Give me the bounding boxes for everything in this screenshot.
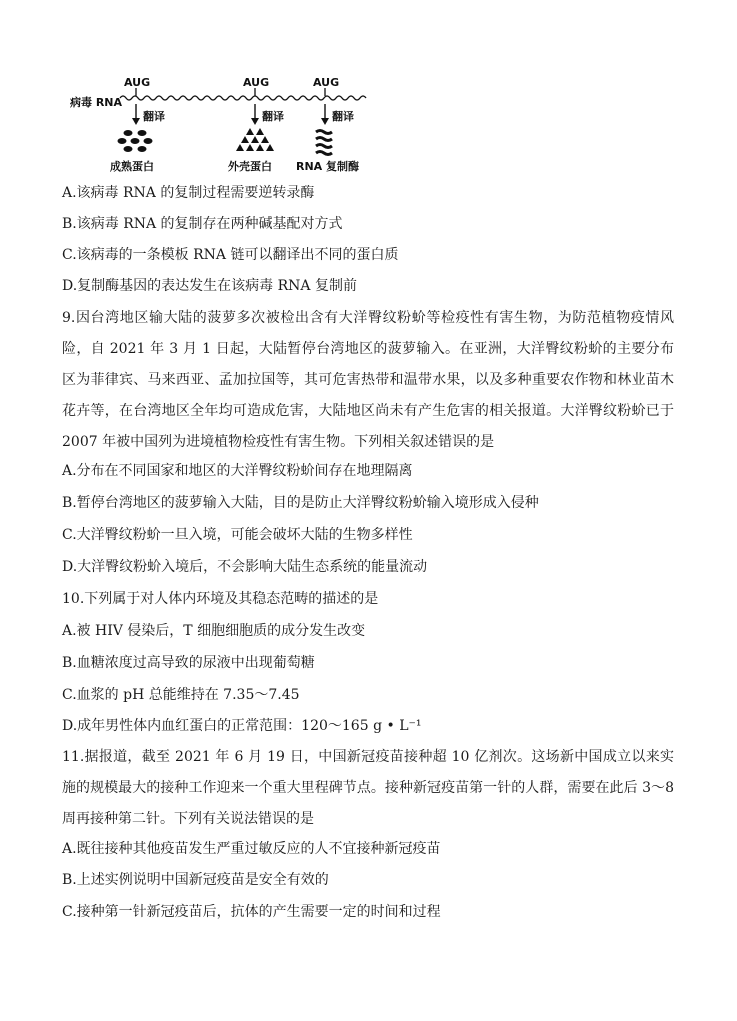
arrow-down-icon <box>321 104 329 125</box>
rna-replicase-icon <box>316 131 332 155</box>
q8-option-d: D.复制酶基因的表达发生在该病毒 RNA 复制前 <box>62 278 357 294</box>
arrow-down-icon <box>132 104 140 125</box>
q10-stem: 10.下列属于对人体内环境及其稳态范畴的描述的是 <box>62 591 379 607</box>
capsid-protein-label: 外壳蛋白 <box>228 160 272 173</box>
rna-translation-diagram <box>70 70 370 180</box>
q9-option-c: C.大洋臀纹粉蚧一旦入境，可能会破坏大陆的生物多样性 <box>62 527 413 543</box>
q11-option-b: B.上述实例说明中国新冠疫苗是安全有效的 <box>62 872 329 888</box>
translate-label: 翻译 <box>332 110 354 123</box>
q9-option-b: B.暂停台湾地区的菠萝输入大陆，目的是防止大洋臀纹粉蚧输入境形成入侵种 <box>62 495 539 511</box>
capsid-protein-icon <box>236 128 274 151</box>
translate-label: 翻译 <box>143 110 165 123</box>
q9-option-d: D.大洋臀纹粉蚧入境后，不会影响大陆生态系统的能量流动 <box>62 559 428 575</box>
arrow-down-icon <box>251 104 259 125</box>
mature-protein-label: 成熟蛋白 <box>110 160 154 173</box>
q9-option-a: A.分布在不同国家和地区的大洋臀纹粉蚧间存在地理隔离 <box>62 463 413 479</box>
start-codon-label: AUG <box>313 76 340 89</box>
start-codon-label: AUG <box>243 76 270 89</box>
q9-stem: 9.因台湾地区输大陆的菠萝多次被检出含有大洋臀纹粉蚧等检疫性有害生物，为防范植物疫情风险，自 2021 年 3 月 1 日起，大陆暂停台湾地区的菠萝输入。在亚洲，大洋臀纹粉蚧的主要分布区为菲律宾、马来西亚、孟加拉国等，其可危害热带和温带水果，以及多种重要农作物和林业苗木花卉等，在台湾地区全年均可造成危害，大陆地区尚未有产生危害的相关报道。大洋臀纹粉蚧已于 2007 年被中国列为进境植物检疫性有害生物。下列相关叙述错误的是 <box>62 310 674 450</box>
q10-option-a: A.被 HIV 侵染后，T 细胞细胞质的成分发生改变 <box>62 623 366 639</box>
q8-option-c: C.该病毒的一条模板 RNA 链可以翻译出不同的蛋白质 <box>62 247 399 263</box>
q8-option-a: A.该病毒 RNA 的复制过程需要逆转录酶 <box>62 185 315 201</box>
q10-option-c: C.血浆的 pH 总能维持在 7.35～7.45 <box>62 687 300 703</box>
start-codon-label: AUG <box>124 76 151 89</box>
q10-option-d: D.成年男性体内血红蛋白的正常范围：120～165 g • L⁻¹ <box>62 718 422 734</box>
rna-strand <box>120 96 366 100</box>
q8-option-b: B.该病毒 RNA 的复制存在两种碱基配对方式 <box>62 216 343 232</box>
q10-option-b: B.血糖浓度过高导致的尿液中出现葡萄糖 <box>62 655 315 671</box>
q11-option-a: A.既往接种其他疫苗发生严重过敏反应的人不宜接种新冠疫苗 <box>62 841 441 857</box>
rna-replicase-label: RNA 复制酶 <box>296 160 360 173</box>
q11-option-c: C.接种第一针新冠疫苗后，抗体的产生需要一定的时间和过程 <box>62 904 441 920</box>
virus-rna-label: 病毒 RNA <box>70 96 123 109</box>
translate-label: 翻译 <box>262 110 284 123</box>
q11-stem: 11.据报道，截至 2021 年 6 月 19 日，中国新冠疫苗接种超 10 亿剂次。这场新中国成立以来实施的规模最大的接种工作迎来一个重大里程碑节点。接种新冠疫苗第一针的人群，需要在此后 3～8 周再接种第二针。下列有关说法错误的是 <box>62 749 674 827</box>
mature-protein-icon <box>118 130 153 152</box>
